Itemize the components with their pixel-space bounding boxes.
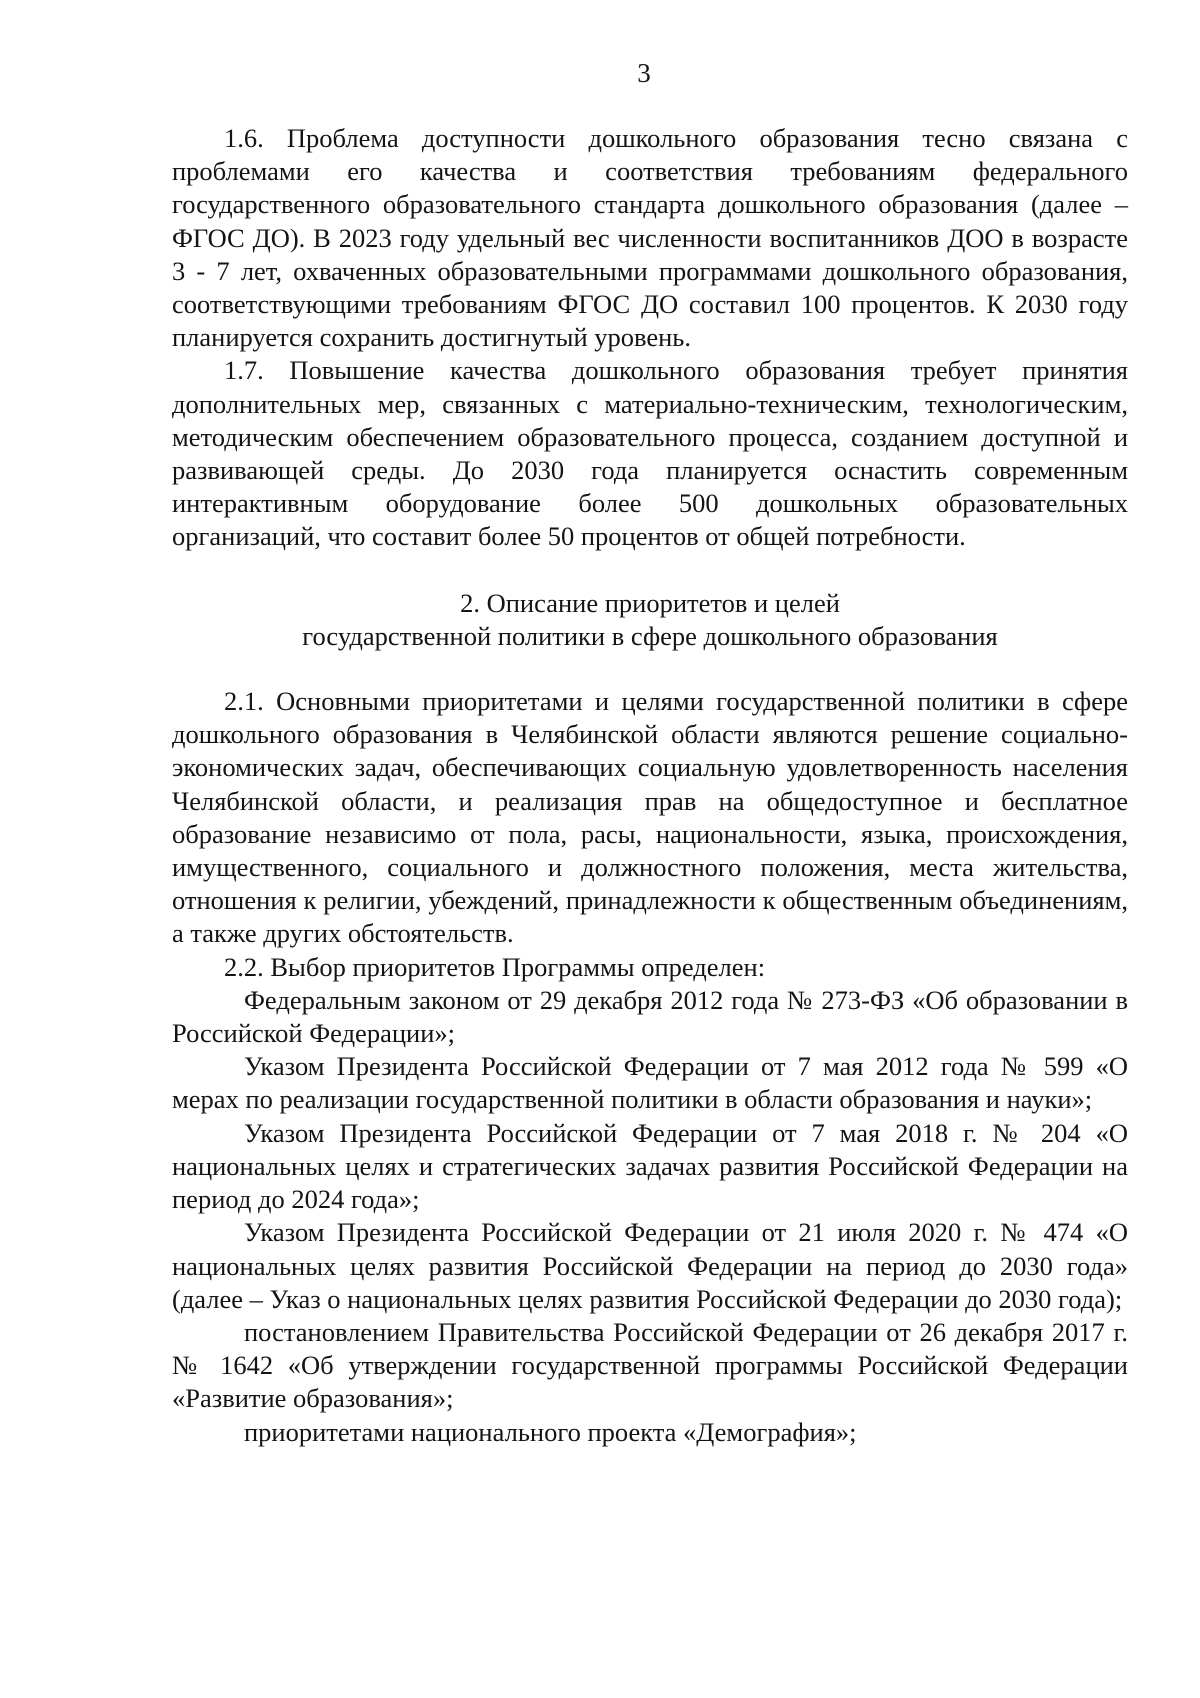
document-body xyxy=(172,122,1128,1449)
priority-source-item: Указом Президента Российской Федерации от 7 мая 2018 г. № 204 «О национальных целях и стратегических задачах развития Российской Федерации на период до 2024 года»; xyxy=(172,1117,1128,1215)
priority-source-item: приоритетами национального проекта «Демография»; xyxy=(244,1416,857,1447)
priority-source-item: постановлением Правительства Российской Федерации от 26 декабря 2017 г. № 1642 «Об утверждении государственной программы Российской Федерации «Развитие образования»; xyxy=(172,1316,1128,1414)
section-heading-line-2: государственной политики в сфере дошкольного образования xyxy=(302,620,998,651)
priority-source-item: Федеральным законом от 29 декабря 2012 года № 273-ФЗ «Об образовании в Российской Федерации»; xyxy=(172,984,1128,1049)
paragraph-2-1: 2.1. Основными приоритетами и целями государственной политики в сфере дошкольного образования в Челябинской области являются решение социально-экономических задач, обеспечивающих социальную удовлетворенность населения Челябинской области, и реализация прав на общедоступное и бесплатное образование независимо от пола, расы, национальности, языка, происхождения, имущественного, социального и должностного положения, места жительства, отношения к религии, убеждений, принадлежности к общественным объединениям, а также других обстоятельств. xyxy=(172,686,1128,949)
paragraph-2-2: 2.2. Выбор приоритетов Программы определен: xyxy=(224,951,766,982)
paragraph-1-6: 1.6. Проблема доступности дошкольного образования тесно связана с проблемами его качества и соответствия требованиям федерального государственного образовательного стандарта дошкольного образования (далее – ФГОС ДО). В 2023 году удельный вес численности воспитанников ДОО в возрасте 3 - 7 лет, охваченных образовательными программами дошкольного образования, соответствующими требованиям ФГОС ДО составил 100 процентов. К 2030 году планируется сохранить достигнутый уровень. xyxy=(172,123,1128,353)
section-heading xyxy=(172,587,1128,653)
priority-source-item: Указом Президента Российской Федерации от 7 мая 2012 года № 599 «О мерах по реализации государственной политики в области образования и науки»; xyxy=(172,1051,1128,1115)
paragraph-1-7: 1.7. Повышение качества дошкольного образования требует принятия дополнительных мер, связанных с материально-техническим, технологическим, методическим обеспечением образовательного процесса, созданием доступной и развивающей среды. До 2030 года планируется оснастить современным интерактивным оборудование более 500 дошкольных образовательных организаций, что составит более 50 процентов от общей потребности. xyxy=(172,355,1128,552)
page-number: 3 xyxy=(637,58,651,88)
section-heading-line-1: 2. Описание приоритетов и целей xyxy=(460,587,840,618)
priority-source-item: Указом Президента Российской Федерации от 21 июля 2020 г. № 474 «О национальных целях развития Российской Федерации на период до 2030 года» (далее – Указ о национальных целях развития Российской Федерации до 2030 года); xyxy=(172,1217,1128,1314)
